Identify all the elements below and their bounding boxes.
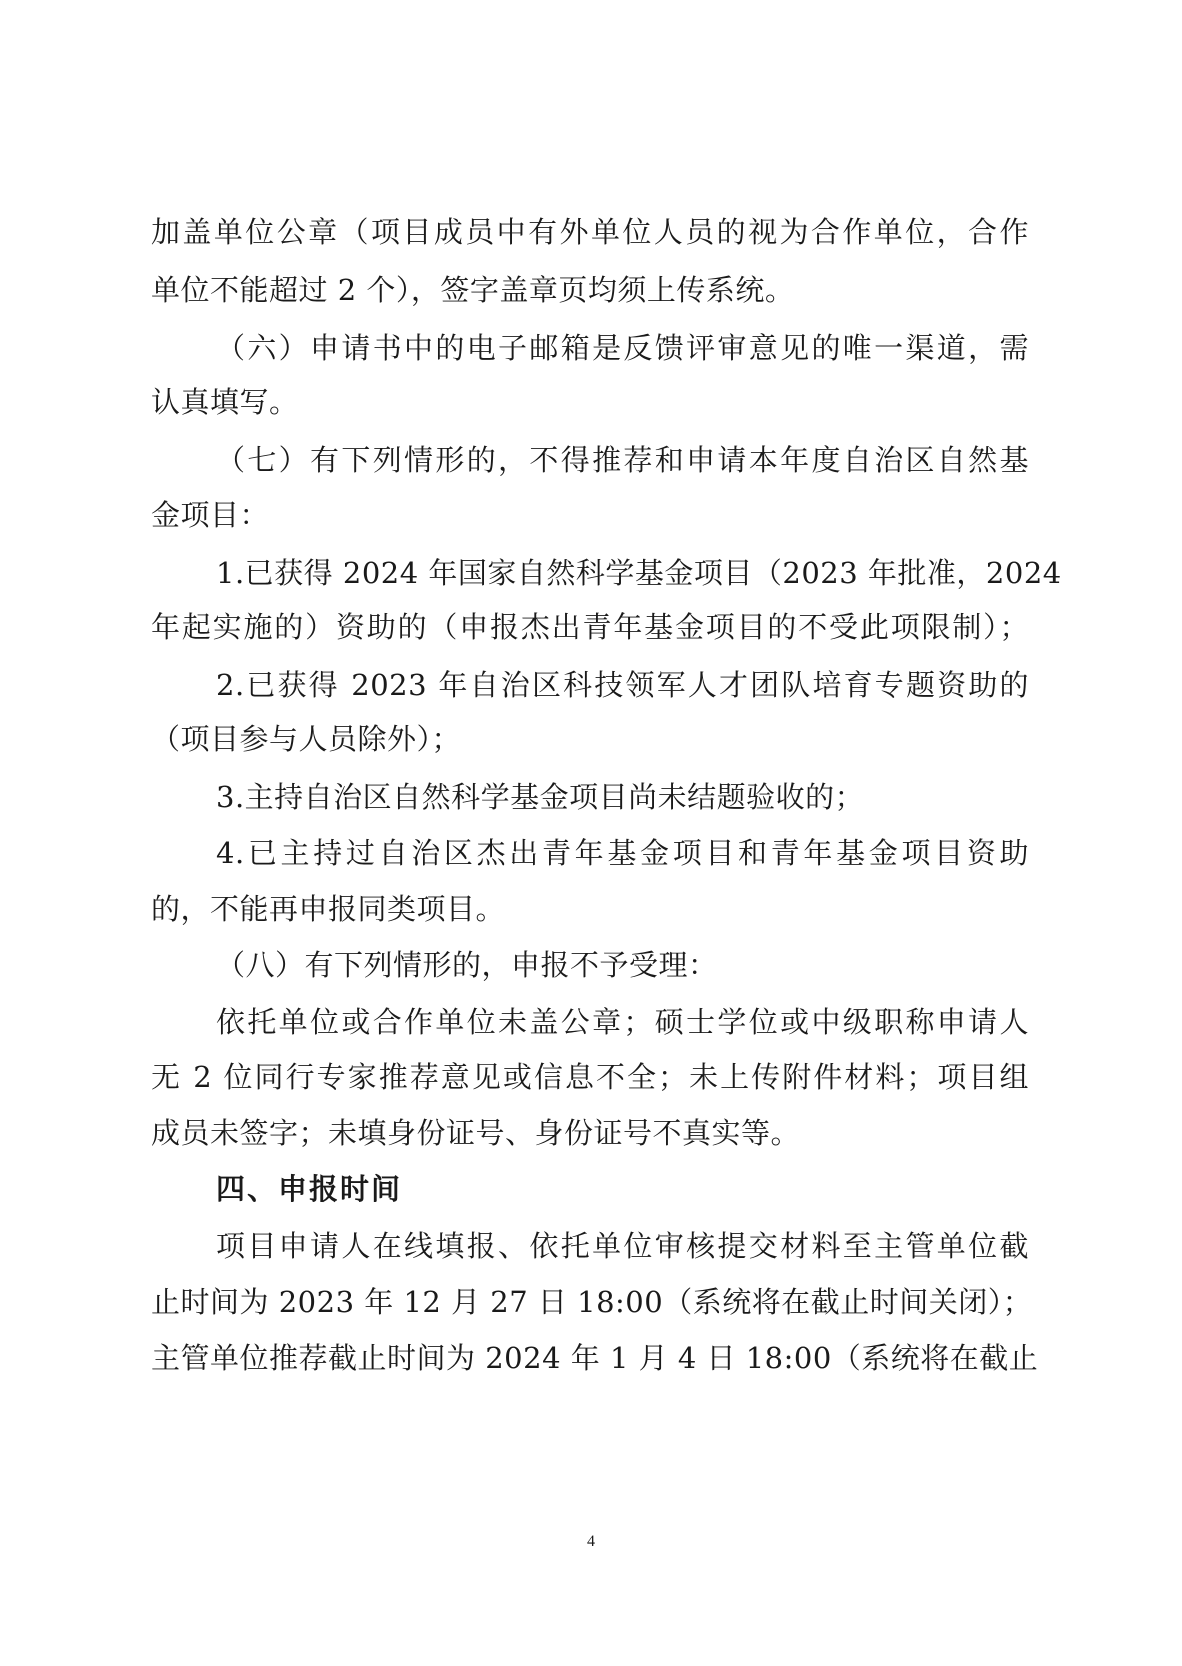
text-line: 项目申请人在线填报、依托单位审核提交材料至主管单位截 [216, 1229, 1029, 1263]
text-line: 的，不能再申报同类项目。 [151, 892, 506, 926]
text-line: 主管单位推荐截止时间为 2024 年 1 月 4 日 18:00（系统将在截止 [151, 1341, 1039, 1375]
text-line: 金项目： [151, 498, 270, 532]
text-line: 3.主持自治区自然科学基金项目尚未结题验收的； [216, 780, 865, 814]
text-line: （八）有下列情形的，申报不予受理： [216, 948, 718, 982]
text-line: 4.已主持过自治区杰出青年基金项目和青年基金项目资助 [216, 836, 1029, 870]
section-heading: 四、申报时间 [216, 1172, 403, 1206]
text-line: 无 2 位同行专家推荐意见或信息不全；未上传附件材料；项目组 [151, 1060, 1029, 1094]
text-line: 年起实施的）资助的（申报杰出青年基金项目的不受此项限制）； [151, 610, 1029, 644]
text-line: 单位不能超过 2 个），签字盖章页均须上传系统。 [151, 273, 795, 307]
text-line: （六）申请书中的电子邮箱是反馈评审意见的唯一渠道，需 [216, 331, 1029, 365]
text-line: 认真填写。 [151, 385, 299, 419]
page-number: 4 [587, 1533, 595, 1550]
text-line: （项目参与人员除外）； [151, 722, 462, 756]
text-line: （七）有下列情形的，不得推荐和申请本年度自治区自然基 [216, 443, 1029, 477]
text-line: 加盖单位公章（项目成员中有外单位人员的视为合作单位，合作 [151, 215, 1029, 249]
text-line: 1.已获得 2024 年国家自然科学基金项目（2023 年批准，2024 [216, 556, 1062, 590]
text-line: 成员未签字；未填身份证号、身份证号不真实等。 [151, 1116, 801, 1150]
text-line: 依托单位或合作单位未盖公章；硕士学位或中级职称申请人 [216, 1005, 1029, 1039]
text-line: 止时间为 2023 年 12 月 27 日 18:00（系统将在截止时间关闭）； [151, 1285, 1033, 1319]
text-line: 2.已获得 2023 年自治区科技领军人才团队培育专题资助的 [216, 668, 1029, 702]
